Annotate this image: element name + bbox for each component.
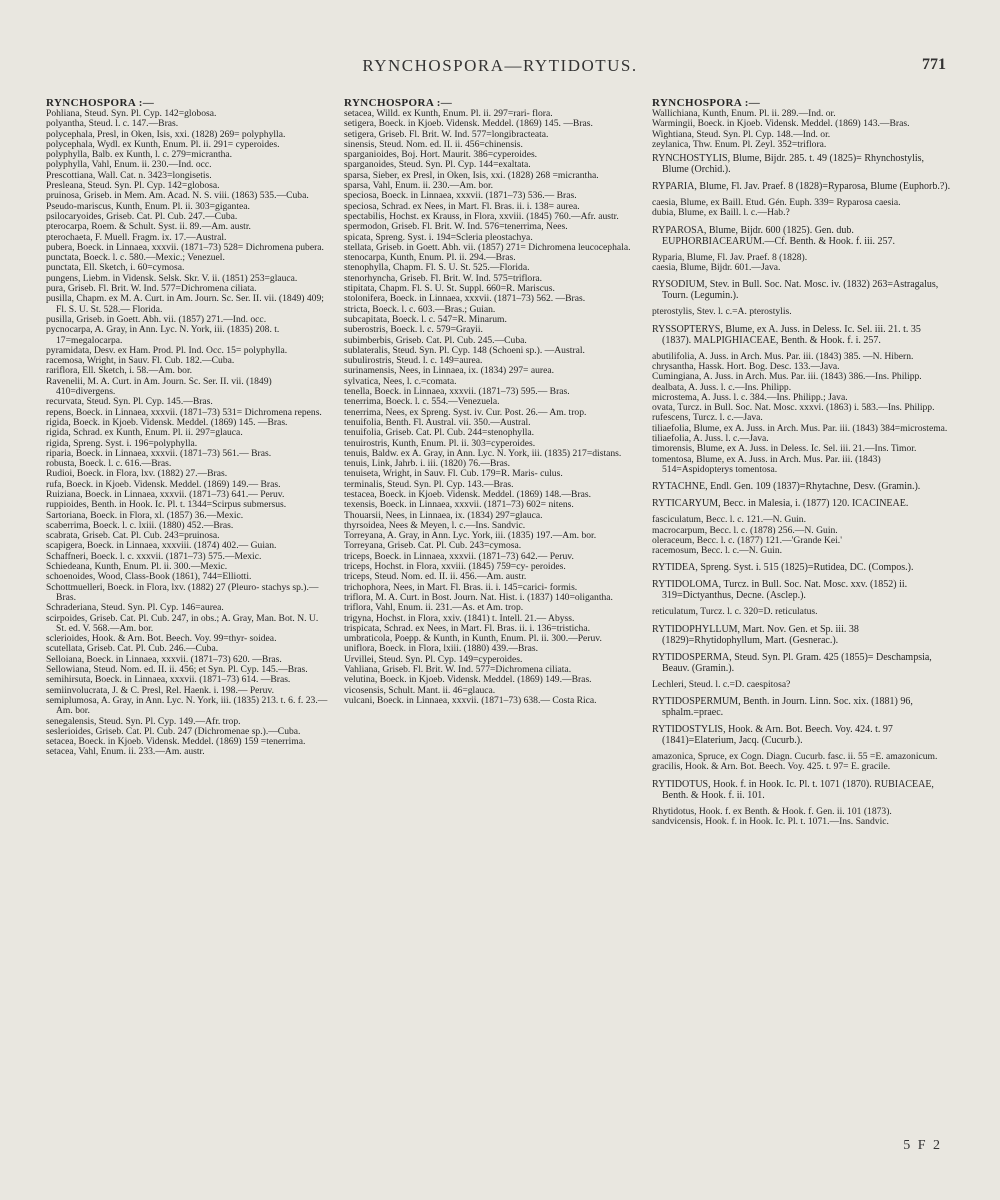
species-entry: setacea, Vahl, Enum. ii. 233.—Am. austr. <box>46 746 205 758</box>
genus-entry: RYPAROSA, Blume, Bijdr. 600 (1825). Gen. dub. EUPHORBIACEARUM.—Cf. Benth. & Hook. f. iii. 257. <box>652 224 896 247</box>
species-entry: Presleana, Steud. Syn. Pl. Cyp. 142=globosa. <box>46 180 220 192</box>
species-entry: tenuis, Baldw. ex A. Gray, in Ann. Lyc. N. York, iii. (1835) 217=distans. <box>344 447 622 459</box>
species-entry: triceps, Hochst. in Flora, xxviii. (1845) 759=cy- peroides. <box>344 561 566 573</box>
species-entry: pusilla, Griseb. in Goett. Abh. vii. (1857) 271.—Ind. occ. <box>46 313 267 325</box>
species-entry: triceps, Steud. Nom. ed. II. ii. 456.—Am. austr. <box>344 571 527 583</box>
genus-entry: RYTACHNE, Endl. Gen. 109 (1837)=Rhytachne, Desv. (Gramin.). <box>652 481 921 493</box>
species-entry: spectabilis, Hochst. ex Krauss, in Flora, xxviii. (1845) 760.—Afr. austr. <box>344 210 619 222</box>
species-entry: Sartoriana, Boeck. in Flora, xl. (1857) 36.—Mexic. <box>46 509 244 521</box>
species-entry: sublateralis, Steud. Syn. Pl. Cyp. 148 (Schoeni sp.). —Austral. <box>344 344 585 356</box>
species-entry: pycnocarpa, A. Gray, in Ann. Lyc. N. York, iii. (1835) 208. t. 17=megalocarpa. <box>46 324 280 346</box>
species-entry: thyrsoidea, Nees & Meyen, l. c.—Ins. Sandvic. <box>344 519 526 531</box>
species-entry: Rhytidotus, Hook. f. ex Benth. & Hook. f. Gen. ii. 101 (1873). <box>652 805 892 817</box>
species-entry: triflora, Vahl, Enum. ii. 231.—As. et Am. trop. <box>344 602 524 614</box>
species-entry: terminalis, Steud. Syn. Pl. Cyp. 143.—Bras. <box>344 478 514 490</box>
species-entry: Schiedeana, Kunth, Enum. Pl. ii. 300.—Mexic. <box>46 561 228 573</box>
species-entry: psilocaryoides, Griseb. Cat. Pl. Cub. 247.—Cuba. <box>46 210 238 222</box>
running-title: RYNCHOSPORA—RYTIDOTUS. <box>362 56 638 75</box>
genus-entry: RYSSOPTERYS, Blume, ex A. Juss. in Deless. Ic. Sel. iii. 21. t. 35 (1837). MALPIGHIACEAE, Benth. & Hook. f. i. 257. <box>652 323 921 346</box>
species-entry: uniflora, Boeck. in Flora, lxiii. (1880) 439.—Bras. <box>344 643 538 655</box>
species-entry: Schottmuelleri, Boeck. in Flora, lxv. (1882) 27 (Pleuro- stachys sp.).—Bras. <box>46 581 319 603</box>
species-entry: polyantha, Steud. l. c. 147.—Bras. <box>46 118 179 130</box>
species-entry: semihirsuta, Boeck. in Linnaea, xxxvii. (1871–73) 614. —Bras. <box>46 674 291 686</box>
species-entry: recurvata, Steud. Syn. Pl. Cyp. 145.—Bras. <box>46 396 213 408</box>
species-entry: speciosa, Boeck. in Linnaea, xxxvii. (1871–73) 536.— Bras. <box>344 190 577 202</box>
species-entry: timorensis, Blume, ex A. Juss. in Deless. Ic. Sel. iii. 21.—Ins. Timor. <box>652 443 917 455</box>
species-entry: chrysantha, Hassk. Hort. Bog. Desc. 133.—Java. <box>652 360 840 372</box>
species-entry: ovata, Turcz. in Bull. Soc. Nat. Mosc. xxxvi. (1863) i. 583.—Ins. Philipp. <box>652 402 935 414</box>
species-entry: scapigera, Boeck. in Linnaea, xxxviii. (1874) 402.— Guian. <box>46 540 277 552</box>
species-entry: tenuis, Link, Jahrb. i. iii. (1820) 76.—Bras. <box>344 458 511 470</box>
column-heading: RYNCHOSPORA :— <box>46 97 155 109</box>
species-entry: Cumingiana, A. Juss. in Arch. Mus. Par. iii. (1843) 386.—Ins. Philipp. <box>652 371 922 383</box>
species-entry: pterochaeta, F. Muell. Fragm. ix. 17.—Austral. <box>46 231 227 243</box>
species-entry: tenuifolia, Benth. Fl. Austral. vii. 350.—Austral. <box>344 416 531 428</box>
species-entry: subimberbis, Griseb. Cat. Pl. Cub. 245.—Cuba. <box>344 334 527 346</box>
species-entry: sclerioides, Hook. & Arn. Bot. Beech. Voy. 99=thyr- soidea. <box>46 633 277 645</box>
species-entry: pyramidata, Desv. ex Ham. Prod. Pl. Ind. Occ. 15= polyphylla. <box>46 344 288 356</box>
species-entry: polycephala, Wydl. ex Kunth, Enum. Pl. ii. 291= cyperoides. <box>46 138 280 150</box>
page-header <box>0 56 1000 80</box>
species-entry: sinensis, Steud. Nom. ed. II. ii. 456=chinensis. <box>344 138 523 150</box>
species-entry: stenocarpa, Kunth, Enum. Pl. ii. 294.—Bras. <box>344 252 516 264</box>
species-entry: zeylanica, Thw. Enum. Pl. Zeyl. 352=triflora. <box>652 138 827 150</box>
species-entry: tenerrima, Boeck. l. c. 554.—Venezuela. <box>344 396 500 408</box>
species-entry: suberostris, Boeck. l. c. 579=Grayii. <box>344 324 483 336</box>
species-entry: trigyna, Hochst. in Flora, xxiv. (1841) t. Intell. 21.— Abyss. <box>344 612 575 624</box>
species-entry: setigera, Boeck. in Kjoeb. Vidensk. Meddel. (1869) 145. —Bras. <box>344 118 593 130</box>
species-entry: tiliaefolia, A. Juss. l. c.—Java. <box>652 433 769 445</box>
species-entry: tenuifolia, Griseb. Cat. Pl. Cub. 244=stenophylla. <box>344 427 535 439</box>
species-entry: punctata, Ell. Sketch, i. 60=cymosa. <box>46 262 185 274</box>
species-entry: pubera, Boeck. in Linnaea, xxxvii. (1871–73) 528= Dichromena pubera. <box>46 241 324 253</box>
page-number: 771 <box>922 56 946 73</box>
species-entry: triceps, Boeck. in Linnaea, xxxvii. (1871–73) 642.— Peruv. <box>344 550 574 562</box>
species-entry: polyphylla, Balb. ex Kunth, l. c. 279=micrantha. <box>46 149 233 161</box>
species-entry: semiinvolucrata, J. & C. Presl, Rel. Haenk. i. 198.— Peruv. <box>46 684 274 696</box>
species-entry: texensis, Boeck. in Linnaea, xxxvii. (1871–73) 602= nitens. <box>344 499 574 511</box>
column-1 <box>46 97 328 758</box>
species-entry: Urvillei, Steud. Syn. Pl. Cyp. 149=cyperoides. <box>344 653 523 665</box>
genus-entry: RYTIDOPHYLLUM, Mart. Nov. Gen. et Sp. iii. 38 (1829)=Rhytidophyllum, Mart. (Gesnerac.). <box>652 623 859 646</box>
species-entry: caesia, Blume, Bijdr. 601.—Java. <box>652 262 781 274</box>
species-entry: oleraceum, Becc. l. c. (1877) 121.—'Grande Kei.' <box>652 534 842 546</box>
species-entry: velutina, Boeck. in Kjoeb. Vidensk. Meddel. (1869) 149.—Bras. <box>344 674 592 686</box>
species-entry: sparsa, Sieber, ex Presl, in Oken, Isis, xxi. (1828) 268 =micrantha. <box>344 169 599 181</box>
species-entry: seslerioides, Griseb. Cat. Pl. Cub. 247 (Dichromenae sp.).—Cuba. <box>46 725 301 737</box>
species-entry: Torreyana, Griseb. Cat. Pl. Cub. 243=cymosa. <box>344 540 522 552</box>
species-entry: Ravenelii, M. A. Curt. in Am. Journ. Sc. Ser. II. vii. (1849) 410=divergens. <box>46 375 272 398</box>
species-entry: sparganoides, Steud. Syn. Pl. Cyp. 144=exaltata. <box>344 159 531 171</box>
species-entry: stenophylla, Chapm. Fl. S. U. St. 525.—Florida. <box>344 262 530 274</box>
species-entry: punctata, Boeck. l. c. 580.—Mexic.; Venezuel. <box>46 252 225 264</box>
species-entry: sparsa, Vahl, Enum. ii. 230.—Am. bor. <box>344 180 494 192</box>
species-entry: riparia, Boeck. in Linnaea, xxxvii. (1871–73) 561.— Bras. <box>46 447 272 459</box>
species-entry: tenuirostris, Kunth, Enum. Pl. ii. 303=cyperoides. <box>344 437 536 449</box>
species-entry: rariflora, Ell. Sketch, i. 58.—Am. bor. <box>46 365 193 377</box>
column-heading: RYNCHOSPORA :— <box>344 97 453 109</box>
species-entry: Wightiana, Steud. Syn. Pl. Cyp. 148.—Ind. or. <box>652 128 831 140</box>
species-entry: rigida, Boeck. in Kjoeb. Vidensk. Meddel. (1869) 145. —Bras. <box>46 416 288 428</box>
species-entry: polyphylla, Vahl, Enum. ii. 230.—Ind. occ. <box>46 159 212 171</box>
species-entry: trichophora, Nees, in Mart. Fl. Bras. ii. i. 145=carici- formis. <box>344 581 578 593</box>
species-entry: vulcani, Boeck. in Linnaea, xxxvii. (1871–73) 638.— Costa Rica. <box>344 694 597 706</box>
genus-entry: RYTIDOSPERMUM, Benth. in Journ. Linn. Soc. xix. (1881) 96, sphalm.=praec. <box>652 696 913 719</box>
species-entry: semiplumosa, A. Gray, in Ann. Lyc. N. York, iii. (1835) 213. t. 6. f. 23.—Am. bor. <box>46 694 328 717</box>
signature-mark: 5 F 2 <box>903 1138 942 1153</box>
genus-entry: RYTICARYUM, Becc. in Malesia, i. (1877) 120. ICACINEAE. <box>652 498 909 510</box>
species-entry: Sellowiana, Steud. Nom. ed. II. ii. 456; et Syn. Pl. Cyp. 145.—Bras. <box>46 664 308 676</box>
column-heading: RYNCHOSPORA :— <box>652 97 761 109</box>
species-entry: caesia, Blume, ex Baill. Etud. Gén. Euph. 339= Ryparosa caesia. <box>652 197 901 209</box>
genus-entry: RYTIDOSTYLIS, Hook. & Arn. Bot. Beech. Voy. 424. t. 97 (1841)=Elaterium, Jacq. (Cucurb.). <box>652 724 893 747</box>
species-entry: stolonifera, Boeck. in Linnaea, xxxvii. (1871–73) 562. —Bras. <box>344 293 586 305</box>
species-entry: abutilifolia, A. Juss. in Arch. Mus. Par. iii. (1843) 385. —N. Hibern. <box>652 350 914 362</box>
species-entry: tomentosa, Blume, ex A. Juss. in Arch. Mus. Par. iii. (1843) 514=Aspidopterys tomentosa. <box>652 453 881 475</box>
column-2 <box>344 97 634 706</box>
species-entry: Wallichiana, Kunth, Enum. Pl. ii. 289.—Ind. or. <box>652 108 836 119</box>
species-entry: stricta, Boeck. l. c. 603.—Bras.; Guian. <box>344 303 496 315</box>
species-entry: tenerrima, Nees, ex Spreng. Syst. iv. Cur. Post. 26.— Am. trop. <box>344 406 587 418</box>
species-entry: vicosensis, Schult. Mant. ii. 46=glauca. <box>344 684 496 696</box>
species-entry: pura, Griseb. Fl. Brit. W. Ind. 577=Dichromena ciliata. <box>46 283 257 295</box>
species-entry: dealbata, A. Juss. l. c.—Ins. Philipp. <box>652 381 792 393</box>
species-entry: setacea, Boeck. in Kjoeb. Vidensk. Meddel. (1869) 159 =tenerrima. <box>46 736 306 748</box>
species-entry: Schraderiana, Steud. Syn. Pl. Cyp. 146=aurea. <box>46 602 224 614</box>
species-entry: tenuiseta, Wright, in Sauv. Fl. Cub. 179=R. Maris- culus. <box>344 468 563 480</box>
species-entry: reticulatum, Turcz. l. c. 320=D. reticulatus. <box>652 606 818 618</box>
species-entry: Selloiana, Boeck. in Linnaea, xxxvii. (1871–73) 620. —Bras. <box>46 653 282 665</box>
species-entry: Rudioi, Boeck. in Flora, lxv. (1882) 27.—Bras. <box>46 468 228 480</box>
species-entry: pruinosa, Griseb. in Mem. Am. Acad. N. S. viii. (1863) 535.—Cuba. <box>46 190 309 202</box>
genus-entry: RYTIDOLOMA, Turcz. in Bull. Soc. Nat. Mosc. xxv. (1852) ii. 319=Dictyanthus, Decne. (Asclep.). <box>652 579 908 602</box>
genus-entry: RYTIDEA, Spreng. Syst. i. 515 (1825)=Rutidea, DC. (Compos.). <box>652 562 914 574</box>
species-entry: Prescottiana, Wall. Cat. n. 3423=longisetis. <box>46 169 212 181</box>
species-entry: Pohliana, Steud. Syn. Pl. Cyp. 142=globosa. <box>46 108 217 119</box>
species-entry: setacea, Willd. ex Kunth, Enum. Pl. ii. 297=rari- flora. <box>344 108 553 119</box>
species-entry: scutellata, Griseb. Cat. Pl. Cub. 246.—Cuba. <box>46 643 219 655</box>
species-entry: amazonica, Spruce, ex Cogn. Diagn. Cucurb. fasc. ii. 55 =E. amazonicum. <box>652 751 938 763</box>
species-entry: rigida, Schrad. ex Kunth, Enum. Pl. ii. 297=glauca. <box>46 427 243 439</box>
species-entry: spicata, Spreng. Syst. i. 194=Scleria pleostachya. <box>344 231 533 243</box>
species-entry: Ruiziana, Boeck. in Linnaea, xxxvii. (1871–73) 641.— Peruv. <box>46 488 285 500</box>
species-entry: macrocarpum, Becc. l. c. (1878) 256.—N. Guin. <box>652 524 838 536</box>
genus-entry: RYTIDOTUS, Hook. f. in Hook. Ic. Pl. t. 1071 (1870). RUBIACEAE, Benth. & Hook. f. ii. 101. <box>652 778 934 801</box>
species-entry: Thouarsii, Nees, in Linnaea, ix. (1834) 297=glauca. <box>344 509 543 521</box>
species-entry: gracilis, Hook. & Arn. Bot. Beech. Voy. 425. t. 97= E. gracile. <box>652 761 891 773</box>
species-entry: subulirostris, Steud. l. c. 149=aurea. <box>344 355 483 367</box>
species-entry: polycephala, Presl, in Oken, Isis, xxi. (1828) 269= polyphylla. <box>46 128 286 140</box>
species-entry: Vahliana, Griseb. Fl. Brit. W. Ind. 577=Dichromena ciliata. <box>344 664 572 676</box>
species-entry: scabrata, Griseb. Cat. Pl. Cub. 243=pruinosa. <box>46 530 220 542</box>
species-entry: scaberrima, Boeck. l. c. lxiii. (1880) 452.—Bras. <box>46 519 234 531</box>
genus-entry: RYTIDOSPERMA, Steud. Syn. Pl. Gram. 425 (1855)= Deschampsia, Beauv. (Gramin.). <box>652 651 932 674</box>
species-entry: Warmingii, Boeck. in Kjoeb. Vidensk. Meddel. (1869) 143.—Bras. <box>652 118 910 130</box>
species-entry: racemosum, Becc. l. c.—N. Guin. <box>652 545 783 557</box>
species-entry: racemosa, Wright, in Sauv. Fl. Cub. 182.—Cuba. <box>46 355 235 367</box>
species-entry: pterocarpa, Roem. & Schult. Syst. ii. 89.—Am. austr. <box>46 221 251 233</box>
species-entry: surinamensis, Nees, in Linnaea, ix. (1834) 297= aurea. <box>344 365 555 377</box>
species-entry: speciosa, Schrad. ex Nees, in Mart. Fl. Bras. ii. i. 138= aurea. <box>344 200 580 212</box>
species-entry: pungens, Liebm. in Vidensk. Selsk. Skr. V. ii. (1851) 253=glauca. <box>46 272 298 284</box>
species-entry: Lechleri, Steud. l. c.=D. caespitosa? <box>652 678 791 690</box>
species-entry: sandvicensis, Hook. f. in Hook. Ic. Pl. t. 1071.—Ins. Sandvic. <box>652 815 889 827</box>
genus-entry: RYNCHOSTYLIS, Blume, Bijdr. 285. t. 49 (1825)= Rhynchostylis, Blume (Orchid.). <box>652 153 925 176</box>
species-entry: ruppioides, Benth. in Hook. Ic. Pl. t. 1344=Scirpus submersus. <box>46 499 287 511</box>
species-entry: fasciculatum, Becc. l. c. 121.—N. Guin. <box>652 514 806 526</box>
species-entry: microstema, A. Juss. l. c. 384.—Ins. Philipp.; Java. <box>652 391 848 403</box>
species-entry: Pseudo-mariscus, Kunth, Enum. Pl. ii. 303=gigantea. <box>46 200 250 212</box>
column-3 <box>652 97 952 827</box>
species-entry: dubia, Blume, ex Baill. l. c.—Hab.? <box>652 207 790 219</box>
species-entry: rufescens, Turcz. l. c.—Java. <box>652 412 763 424</box>
species-entry: pterostylis, Stev. l. c.=A. pterostylis. <box>652 306 792 318</box>
species-entry: testacea, Boeck. in Kjoeb. Vidensk. Meddel. (1869) 148.—Bras. <box>344 488 592 500</box>
genus-entry: RYSODIUM, Stev. in Bull. Soc. Nat. Mosc. iv. (1832) 263=Astragalus, Tourn. (Legumin.). <box>652 279 939 302</box>
genus-entry: RYPARIA, Blume, Fl. Jav. Praef. 8 (1828)=Ryparosa, Blume (Euphorb.?). <box>652 181 951 193</box>
species-entry: spermodon, Griseb. Fl. Brit. W. Ind. 576=tenerrima, Nees. <box>344 221 568 233</box>
species-entry: Torreyana, A. Gray, in Ann. Lyc. York, iii. (1835) 197.—Am. bor. <box>344 530 597 542</box>
species-entry: sparganioides, Boj. Hort. Maurit. 386=cyperoides. <box>344 149 538 161</box>
species-entry: repens, Boeck. in Linnaea, xxxvii. (1871–73) 531= Dichromena repens. <box>46 406 322 418</box>
species-entry: trispicata, Schrad. ex Nees, in Mart. Fl. Bras. ii. i. 136=tristicha. <box>344 622 591 634</box>
species-entry: schoenoides, Wood, Class-Book (1861), 744=Elliotti. <box>46 571 252 583</box>
species-entry: senegalensis, Steud. Syn. Pl. Cyp. 149.—Afr. trop. <box>46 715 241 727</box>
species-entry: sylvatica, Nees, l. c.=comata. <box>344 375 457 387</box>
species-entry: stellata, Griseb. in Goett. Abh. vii. (1857) 271= Dichromena leucocephala. <box>344 241 631 253</box>
species-entry: subcapitata, Boeck. l. c. 547=R. Minarum. <box>344 313 507 325</box>
species-entry: rufa, Boeck. in Kjoeb. Vidensk. Meddel. (1869) 149.— Bras. <box>46 478 281 490</box>
species-entry: Schaffneri, Boeck. l. c. xxxvii. (1871–73) 575.—Mexic. <box>46 550 262 562</box>
species-entry: pusilla, Chapm. ex M. A. Curt. in Am. Journ. Sc. Ser. II. vii. (1849) 409; Fl. S. U. St. 528.— Florida. <box>46 293 324 315</box>
species-entry: robusta, Boeck. l. c. 616.—Bras. <box>46 458 172 470</box>
species-entry: umbraticola, Poepp. & Kunth, in Kunth, Enum. Pl. ii. 300.—Peruv. <box>344 633 602 645</box>
species-entry: tenella, Boeck. in Linnaea, xxxvii. (1871–73) 595.— Bras. <box>344 386 570 398</box>
species-entry: setigera, Griseb. Fl. Brit. W. Ind. 577=longibracteata. <box>344 128 549 140</box>
species-entry: stipitata, Chapm. Fl. S. U. St. Suppl. 660=R. Mariscus. <box>344 283 555 295</box>
species-entry: rigida, Spreng. Syst. i. 196=polyphylla. <box>46 437 198 449</box>
species-entry: Ryparia, Blume, Fl. Jav. Praef. 8 (1828). <box>652 251 808 263</box>
species-entry: stenorhyncha, Griseb. Fl. Brit. W. Ind. 575=triflora. <box>344 272 543 284</box>
species-entry: tiliaefolia, Blume, ex A. Juss. in Arch. Mus. Par. iii. (1843) 384=microstema. <box>652 422 948 434</box>
species-entry: triflora, M. A. Curt. in Bost. Journ. Nat. Hist. i. (1837) 140=oligantha. <box>344 591 613 603</box>
species-entry: scirpoides, Griseb. Cat. Pl. Cub. 247, in obs.; A. Gray, Man. Bot. N. U. St. ed. V. 568.—Am. bor. <box>46 612 319 634</box>
